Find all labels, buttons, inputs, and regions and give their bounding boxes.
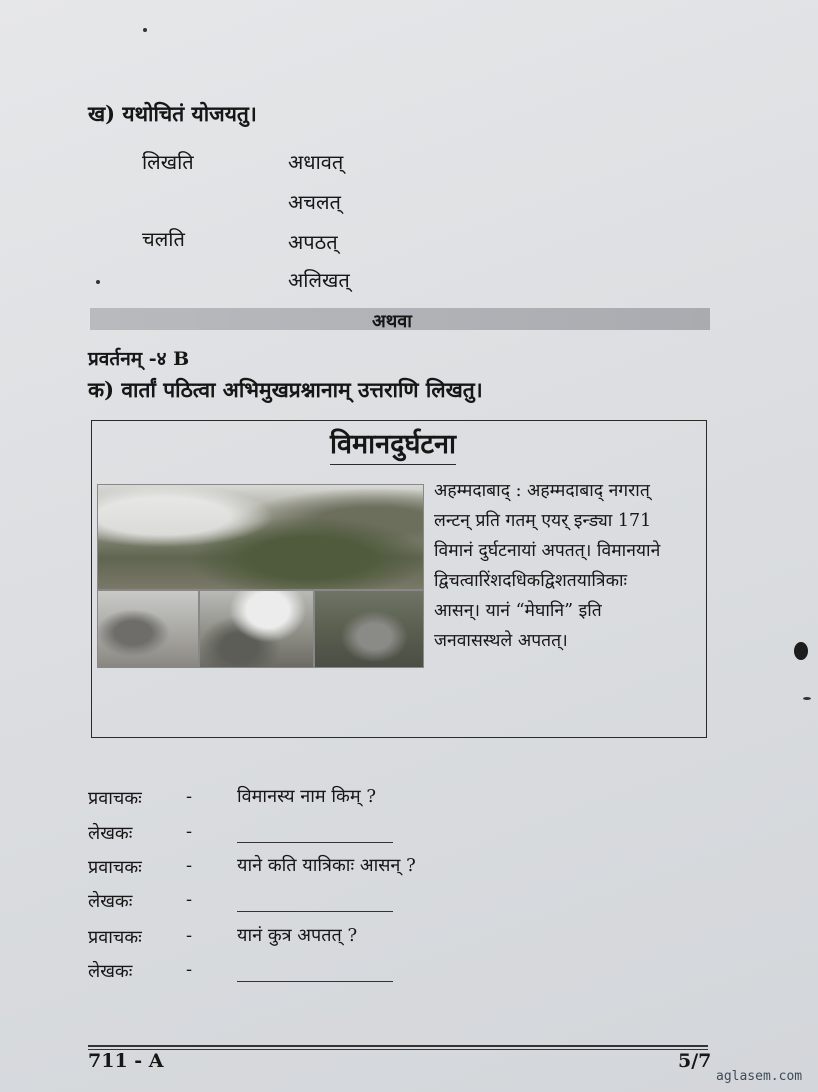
match-left-item: लिखति — [142, 150, 194, 174]
news-text — [434, 476, 702, 656]
news-line: अहम्मदाबाद् : अहम्मदाबाद् नगरात् — [434, 481, 650, 501]
crash-site-photo — [97, 484, 424, 590]
speck-mark — [96, 280, 100, 284]
aircraft-tail-photo — [97, 590, 199, 668]
dialogue-dash: - — [186, 821, 193, 842]
question-ka-title: क) वार्तां पठित्वा अभिमुखप्रश्नानाम् उत्तराणि लिखतु। — [88, 377, 483, 402]
news-line: जनवासस्थले अपतत्। — [434, 631, 568, 651]
section-heading: प्रवर्तनम् -४ B — [88, 348, 190, 370]
dialogue-dash: - — [186, 925, 193, 946]
news-title: विमानदुर्घटना — [330, 424, 456, 465]
match-left-item: चलति — [142, 227, 185, 251]
paper-code: 711 - A — [88, 1050, 164, 1072]
or-label: अथवा — [372, 311, 412, 332]
footer-rule — [88, 1049, 708, 1050]
dialogue-speaker: प्रवाचकः — [88, 788, 142, 809]
dialogue-speaker: लेखकः — [88, 891, 133, 912]
footer-rule — [88, 1045, 708, 1047]
news-line: आसन्। यानं “मेघानि” इति — [434, 601, 602, 621]
match-right-item: अपठत् — [288, 230, 338, 254]
match-right-item: अचलत् — [288, 190, 341, 214]
speck-mark — [803, 697, 811, 700]
dialogue-dash: - — [186, 889, 193, 910]
dialogue-dash: - — [186, 786, 193, 807]
question-kha-title: ख) यथोचितं योजयतु। — [88, 101, 257, 126]
wreckage-photo — [199, 590, 314, 668]
speck-mark — [143, 28, 147, 32]
dialogue-question: विमानस्य नाम किम् ? — [237, 786, 377, 807]
news-line: द्विचत्वारिंशदधिकद्विशतयात्रिकाः — [434, 571, 628, 591]
dialogue-dash: - — [186, 959, 193, 980]
match-right-item: अलिखत् — [288, 268, 350, 292]
news-line: विमानं दुर्घटनायां अपतत्। विमानयाने — [434, 541, 661, 561]
page-number: 5/7 — [678, 1050, 712, 1072]
dialogue-question: याने कति यात्रिकाः आसन् ? — [237, 855, 416, 876]
dialogue-speaker: प्रवाचकः — [88, 857, 142, 878]
debris-photo — [314, 590, 424, 668]
punch-hole-mark — [794, 642, 808, 660]
dialogue-speaker: लेखकः — [88, 823, 133, 844]
answer-blank-line[interactable] — [237, 911, 393, 912]
answer-blank-line[interactable] — [237, 981, 393, 982]
answer-blank-line[interactable] — [237, 842, 393, 843]
dialogue-speaker: लेखकः — [88, 961, 133, 982]
dialogue-dash: - — [186, 855, 193, 876]
watermark: aglasem.com — [716, 1069, 803, 1084]
dialogue-speaker: प्रवाचकः — [88, 927, 142, 948]
match-right-item: अधावत् — [288, 150, 344, 174]
dialogue-question: यानं कुत्र अपतत् ? — [237, 925, 358, 946]
news-line: लन्टन् प्रति गतम् एयर् इन्ड्या 171 — [434, 511, 652, 531]
